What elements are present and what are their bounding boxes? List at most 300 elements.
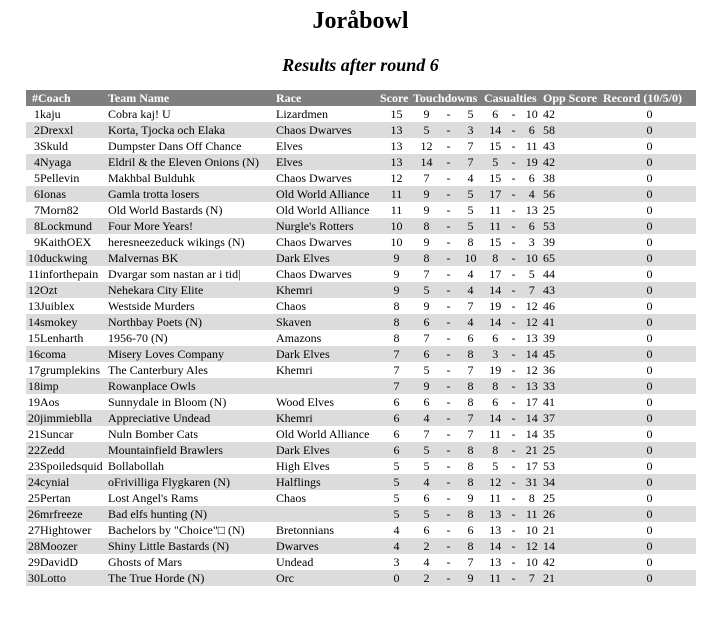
touchdowns-cell-for: 9 xyxy=(423,107,430,121)
score-cell: 9 xyxy=(393,267,400,281)
touchdowns-cell-separator: - xyxy=(446,315,451,329)
rank-number: 1 xyxy=(34,107,40,121)
casualties-cell-separator: - xyxy=(511,155,516,169)
record-cell: 0 xyxy=(646,555,653,569)
touchdowns-cell xyxy=(413,474,484,490)
score-cell: 8 xyxy=(393,315,400,329)
touchdowns-cell xyxy=(413,522,484,538)
touchdowns-cell xyxy=(413,170,484,186)
casualties-cell-separator: - xyxy=(511,171,516,185)
race-cell: Amazons xyxy=(276,331,322,345)
casualties-cell xyxy=(484,234,543,250)
touchdowns-cell xyxy=(413,282,484,298)
team-name-cell: Old World Bastards (N) xyxy=(108,203,223,217)
casualties-cell xyxy=(484,426,543,442)
touchdowns-cell-for: 9 xyxy=(423,203,430,217)
rank-number: 22 xyxy=(28,443,40,457)
record-cell: 0 xyxy=(646,267,653,281)
rank-number: 20 xyxy=(28,411,40,425)
record-cell: 0 xyxy=(646,171,653,185)
touchdowns-cell-for: 8 xyxy=(423,251,430,265)
record-cell: 0 xyxy=(646,411,653,425)
casualties-cell-separator: - xyxy=(511,459,516,473)
coach-cell xyxy=(26,490,108,506)
touchdowns-cell-against: 3 xyxy=(467,123,474,137)
team-name-cell: The Canterbury Ales xyxy=(108,363,208,377)
col-header-score: Score xyxy=(380,91,409,105)
opp-score-cell: 41 xyxy=(543,315,555,329)
record-cell: 0 xyxy=(646,475,653,489)
touchdowns-cell-against: 6 xyxy=(467,523,474,537)
casualties-cell-for: 14 xyxy=(489,283,502,297)
casualties-cell-for: 6 xyxy=(492,395,499,409)
casualties-cell-against: 12 xyxy=(525,539,538,553)
rank-number: 3 xyxy=(34,139,40,153)
touchdowns-cell-against: 7 xyxy=(467,555,474,569)
casualties-cell-separator: - xyxy=(511,315,516,329)
casualties-cell-separator: - xyxy=(511,395,516,409)
opp-score-cell: 25 xyxy=(543,491,555,505)
rank-number: 16 xyxy=(28,347,40,361)
race-cell: Wood Elves xyxy=(276,395,335,409)
score-cell: 13 xyxy=(390,139,403,153)
casualties-cell-for: 14 xyxy=(489,123,502,137)
casualties-cell-against: 13 xyxy=(525,379,538,393)
touchdowns-cell xyxy=(413,202,484,218)
opp-score-cell: 25 xyxy=(543,203,555,217)
casualties-cell-for: 13 xyxy=(489,555,502,569)
touchdowns-cell-for: 4 xyxy=(423,555,430,569)
table-row xyxy=(26,250,696,266)
touchdowns-cell-separator: - xyxy=(446,123,451,137)
touchdowns-cell xyxy=(413,506,484,522)
opp-score-cell: 35 xyxy=(543,427,555,441)
table-row xyxy=(26,122,696,138)
casualties-cell-for: 15 xyxy=(489,171,502,185)
coach-name: Spoiledsquid xyxy=(40,459,103,473)
touchdowns-cell xyxy=(413,122,484,138)
touchdowns-cell-against: 8 xyxy=(467,475,474,489)
casualties-cell xyxy=(484,314,543,330)
col-header-casualties: Casualties xyxy=(484,91,537,105)
touchdowns-cell-against: 4 xyxy=(467,171,474,185)
table-row xyxy=(26,362,696,378)
touchdowns-cell-separator: - xyxy=(446,347,451,361)
casualties-cell-for: 13 xyxy=(489,507,502,521)
record-cell: 0 xyxy=(646,107,653,121)
record-cell: 0 xyxy=(646,283,653,297)
opp-score-cell: 21 xyxy=(543,523,555,537)
touchdowns-cell-against: 9 xyxy=(467,491,474,505)
casualties-cell xyxy=(484,106,543,122)
touchdowns-cell-against: 6 xyxy=(467,331,474,345)
score-cell: 8 xyxy=(393,331,400,345)
casualties-cell-against: 10 xyxy=(525,523,538,537)
coach-cell xyxy=(26,266,108,282)
touchdowns-cell xyxy=(413,234,484,250)
touchdowns-cell-for: 5 xyxy=(423,283,430,297)
casualties-cell xyxy=(484,554,543,570)
casualties-cell-against: 5 xyxy=(528,267,535,281)
casualties-cell-for: 17 xyxy=(489,187,502,201)
touchdowns-cell-against: 8 xyxy=(467,347,474,361)
casualties-cell-against: 4 xyxy=(528,187,535,201)
casualties-cell xyxy=(484,346,543,362)
race-cell: Old World Alliance xyxy=(276,427,370,441)
rank-number: 27 xyxy=(28,523,40,537)
coach-name: Pertan xyxy=(40,491,71,505)
touchdowns-cell xyxy=(413,490,484,506)
team-name-cell: Dumpster Dans Off Chance xyxy=(108,139,242,153)
casualties-cell-against: 13 xyxy=(525,331,538,345)
touchdowns-cell-against: 8 xyxy=(467,539,474,553)
col-header-touchdowns: Touchdowns xyxy=(413,91,478,105)
casualties-cell-against: 6 xyxy=(528,171,535,185)
team-name-cell: Cobra kaj! U xyxy=(108,107,171,121)
opp-score-cell: 41 xyxy=(543,395,555,409)
score-cell: 11 xyxy=(390,187,403,201)
casualties-cell xyxy=(484,378,543,394)
rank-number: 11 xyxy=(28,267,40,281)
coach-name: jimmieblla xyxy=(40,411,92,425)
coach-name: Zedd xyxy=(40,443,65,457)
touchdowns-cell xyxy=(413,346,484,362)
score-cell: 10 xyxy=(390,219,403,233)
score-cell: 9 xyxy=(393,251,400,265)
casualties-cell-separator: - xyxy=(511,187,516,201)
touchdowns-cell-for: 2 xyxy=(423,571,430,585)
casualties-cell-against: 31 xyxy=(525,475,538,489)
casualties-cell-against: 12 xyxy=(525,299,538,313)
coach-name: imp xyxy=(40,379,59,393)
coach-cell xyxy=(26,154,108,170)
race-cell: Bretonnians xyxy=(276,523,334,537)
touchdowns-cell-against: 5 xyxy=(467,219,474,233)
touchdowns-cell-against: 8 xyxy=(467,395,474,409)
casualties-cell-against: 19 xyxy=(525,155,538,169)
casualties-cell-for: 15 xyxy=(489,139,502,153)
casualties-cell-against: 14 xyxy=(525,427,538,441)
touchdowns-cell-separator: - xyxy=(446,443,451,457)
casualties-cell-against: 12 xyxy=(525,315,538,329)
opp-score-cell: 42 xyxy=(543,155,555,169)
coach-name: Lotto xyxy=(40,571,66,585)
casualties-cell xyxy=(484,218,543,234)
coach-cell xyxy=(26,474,108,490)
touchdowns-cell-for: 9 xyxy=(423,299,430,313)
record-cell: 0 xyxy=(646,443,653,457)
record-cell: 0 xyxy=(646,363,653,377)
touchdowns-cell-against: 7 xyxy=(467,427,474,441)
score-cell: 5 xyxy=(393,459,400,473)
touchdowns-cell-for: 4 xyxy=(423,411,430,425)
touchdowns-cell-for: 5 xyxy=(423,459,430,473)
touchdowns-cell-against: 7 xyxy=(467,299,474,313)
opp-score-cell: 14 xyxy=(543,539,555,553)
score-cell: 6 xyxy=(393,411,400,425)
casualties-cell-against: 6 xyxy=(528,123,535,137)
coach-cell xyxy=(26,282,108,298)
touchdowns-cell xyxy=(413,410,484,426)
table-row xyxy=(26,410,696,426)
coach-name: Moozer xyxy=(40,539,78,553)
casualties-cell-separator: - xyxy=(511,283,516,297)
coach-name: mrfreeze xyxy=(40,507,83,521)
rank-number: 19 xyxy=(28,395,40,409)
casualties-cell-separator: - xyxy=(511,331,516,345)
touchdowns-cell xyxy=(413,330,484,346)
score-cell: 6 xyxy=(393,427,400,441)
race-cell: Undead xyxy=(276,555,314,569)
score-cell: 15 xyxy=(390,107,403,121)
touchdowns-cell-against: 8 xyxy=(467,459,474,473)
score-cell: 13 xyxy=(390,123,403,137)
casualties-cell-against: 10 xyxy=(525,251,538,265)
casualties-cell-separator: - xyxy=(511,539,516,553)
team-name-cell: Four More Years! xyxy=(108,219,193,233)
col-header-race: Race xyxy=(276,91,302,105)
touchdowns-cell-separator: - xyxy=(446,155,451,169)
casualties-cell xyxy=(484,362,543,378)
team-name-cell: Korta, Tjocka och Elaka xyxy=(108,123,226,137)
race-cell: Chaos Dwarves xyxy=(276,267,352,281)
casualties-cell-against: 11 xyxy=(525,139,538,153)
casualties-cell-for: 14 xyxy=(489,539,502,553)
table-row xyxy=(26,570,696,586)
touchdowns-cell xyxy=(413,554,484,570)
coach-name: Suncar xyxy=(40,427,74,441)
touchdowns-cell-for: 2 xyxy=(423,539,430,553)
race-cell: High Elves xyxy=(276,459,330,473)
casualties-cell-against: 21 xyxy=(525,443,538,457)
casualties-cell xyxy=(484,442,543,458)
score-cell: 10 xyxy=(390,235,403,249)
race-cell: Elves xyxy=(276,139,303,153)
team-name-cell: Appreciative Undead xyxy=(108,411,211,425)
touchdowns-cell-separator: - xyxy=(446,251,451,265)
casualties-cell xyxy=(484,250,543,266)
opp-score-cell: 44 xyxy=(543,267,555,281)
casualties-cell xyxy=(484,506,543,522)
touchdowns-cell xyxy=(413,266,484,282)
team-name-cell: Nuln Bomber Cats xyxy=(108,427,198,441)
record-cell: 0 xyxy=(646,315,653,329)
table-row xyxy=(26,266,696,282)
casualties-cell xyxy=(484,122,543,138)
casualties-cell-against: 14 xyxy=(525,347,538,361)
coach-name: Ozt xyxy=(40,283,58,297)
team-name-cell: Makhbal Bulduhk xyxy=(108,171,195,185)
team-name-cell: Dvargar som nastan ar i tid| xyxy=(108,267,241,281)
record-cell: 0 xyxy=(646,251,653,265)
touchdowns-cell-against: 8 xyxy=(467,379,474,393)
casualties-cell-for: 11 xyxy=(489,219,501,233)
rank-number: 13 xyxy=(28,299,40,313)
casualties-cell-separator: - xyxy=(511,347,516,361)
touchdowns-cell-for: 6 xyxy=(423,315,430,329)
coach-cell xyxy=(26,218,108,234)
touchdowns-cell-separator: - xyxy=(446,379,451,393)
opp-score-cell: 56 xyxy=(543,187,555,201)
casualties-cell-separator: - xyxy=(511,219,516,233)
coach-cell xyxy=(26,234,108,250)
touchdowns-cell-for: 7 xyxy=(423,427,430,441)
casualties-cell-for: 11 xyxy=(489,427,501,441)
col-header-opp-score: Opp Score xyxy=(543,91,598,105)
score-cell: 5 xyxy=(393,491,400,505)
touchdowns-cell-separator: - xyxy=(446,427,451,441)
casualties-cell-separator: - xyxy=(511,123,516,137)
casualties-cell xyxy=(484,282,543,298)
coach-cell xyxy=(26,250,108,266)
coach-cell xyxy=(26,378,108,394)
coach-cell xyxy=(26,106,108,122)
touchdowns-cell-separator: - xyxy=(446,283,451,297)
casualties-cell-separator: - xyxy=(511,107,516,121)
opp-score-cell: 25 xyxy=(543,443,555,457)
casualties-cell xyxy=(484,170,543,186)
touchdowns-cell-separator: - xyxy=(446,555,451,569)
coach-name: kaju xyxy=(40,107,61,121)
casualties-cell-for: 15 xyxy=(489,235,502,249)
casualties-cell-for: 3 xyxy=(492,347,499,361)
table-row xyxy=(26,202,696,218)
table-row xyxy=(26,490,696,506)
results-table xyxy=(26,90,696,586)
casualties-cell xyxy=(484,538,543,554)
coach-cell xyxy=(26,426,108,442)
opp-score-cell: 46 xyxy=(543,299,555,313)
record-cell: 0 xyxy=(646,539,653,553)
race-cell: Orc xyxy=(276,571,294,585)
race-cell: Chaos xyxy=(276,299,306,313)
casualties-cell-against: 11 xyxy=(525,507,538,521)
casualties-cell xyxy=(484,138,543,154)
score-cell: 9 xyxy=(393,283,400,297)
opp-score-cell: 33 xyxy=(543,379,555,393)
touchdowns-cell-against: 10 xyxy=(464,251,477,265)
team-name-cell: Shiny Little Bastards (N) xyxy=(108,539,229,553)
race-cell: Khemri xyxy=(276,283,313,297)
score-cell: 4 xyxy=(393,539,400,553)
team-name-cell: The True Horde (N) xyxy=(108,571,205,585)
table-row xyxy=(26,442,696,458)
casualties-cell-against: 13 xyxy=(525,203,538,217)
record-cell: 0 xyxy=(646,571,653,585)
casualties-cell xyxy=(484,458,543,474)
casualties-cell-for: 8 xyxy=(492,443,499,457)
opp-score-cell: 65 xyxy=(543,251,555,265)
opp-score-cell: 39 xyxy=(543,331,555,345)
touchdowns-cell-for: 6 xyxy=(423,347,430,361)
casualties-cell-for: 14 xyxy=(489,411,502,425)
casualties-cell-separator: - xyxy=(511,235,516,249)
coach-name: Juiblex xyxy=(40,299,75,313)
table-row xyxy=(26,170,696,186)
casualties-cell-separator: - xyxy=(511,571,516,585)
casualties-cell-separator: - xyxy=(511,411,516,425)
casualties-cell-separator: - xyxy=(511,203,516,217)
touchdowns-cell xyxy=(413,442,484,458)
touchdowns-cell xyxy=(413,250,484,266)
record-cell: 0 xyxy=(646,395,653,409)
coach-cell xyxy=(26,506,108,522)
touchdowns-cell xyxy=(413,154,484,170)
touchdowns-cell-against: 8 xyxy=(467,443,474,457)
casualties-cell xyxy=(484,490,543,506)
touchdowns-cell-against: 7 xyxy=(467,411,474,425)
score-cell: 12 xyxy=(390,171,403,185)
table-row xyxy=(26,106,696,122)
table-row xyxy=(26,378,696,394)
opp-score-cell: 53 xyxy=(543,459,555,473)
page-title: Joråbowl xyxy=(312,8,409,34)
score-cell: 4 xyxy=(393,523,400,537)
touchdowns-cell-against: 4 xyxy=(467,315,474,329)
casualties-cell-separator: - xyxy=(511,363,516,377)
casualties-cell xyxy=(484,202,543,218)
record-cell: 0 xyxy=(646,203,653,217)
casualties-cell-for: 5 xyxy=(492,459,499,473)
team-name-cell: Lost Angel's Rams xyxy=(108,491,199,505)
coach-name: KaithOEX xyxy=(40,235,92,249)
race-cell: Khemri xyxy=(276,411,313,425)
touchdowns-cell-separator: - xyxy=(446,235,451,249)
coach-cell xyxy=(26,314,108,330)
casualties-cell-separator: - xyxy=(511,139,516,153)
casualties-cell-separator: - xyxy=(511,491,516,505)
casualties-cell xyxy=(484,474,543,490)
casualties-cell-against: 12 xyxy=(525,363,538,377)
team-name-cell: heresneezeduck wikings (N) xyxy=(108,235,245,249)
touchdowns-cell-against: 5 xyxy=(467,107,474,121)
touchdowns-cell-against: 4 xyxy=(467,283,474,297)
touchdowns-cell-separator: - xyxy=(446,267,451,281)
team-name-cell: oFrivilliga Flygkaren (N) xyxy=(108,475,230,489)
coach-cell xyxy=(26,298,108,314)
coach-cell xyxy=(26,122,108,138)
record-cell: 0 xyxy=(646,123,653,137)
touchdowns-cell xyxy=(413,218,484,234)
casualties-cell-for: 5 xyxy=(492,155,499,169)
team-name-cell: Sunnydale in Bloom (N) xyxy=(108,395,227,409)
rank-number: 21 xyxy=(28,427,40,441)
touchdowns-cell-separator: - xyxy=(446,459,451,473)
touchdowns-cell-separator: - xyxy=(446,411,451,425)
table-row xyxy=(26,154,696,170)
record-cell: 0 xyxy=(646,155,653,169)
touchdowns-cell-separator: - xyxy=(446,187,451,201)
casualties-cell xyxy=(484,186,543,202)
casualties-cell xyxy=(484,394,543,410)
touchdowns-cell xyxy=(413,458,484,474)
casualties-cell-for: 11 xyxy=(489,203,501,217)
touchdowns-cell-for: 7 xyxy=(423,267,430,281)
score-cell: 8 xyxy=(393,299,400,313)
touchdowns-cell-separator: - xyxy=(446,107,451,121)
table-row xyxy=(26,522,696,538)
coach-cell xyxy=(26,442,108,458)
opp-score-cell: 37 xyxy=(543,411,555,425)
score-cell: 5 xyxy=(393,507,400,521)
race-cell: Khemri xyxy=(276,363,313,377)
casualties-cell-separator: - xyxy=(511,427,516,441)
coach-name: Lenharth xyxy=(40,331,84,345)
touchdowns-cell-against: 9 xyxy=(467,571,474,585)
casualties-cell-for: 11 xyxy=(489,491,501,505)
record-cell: 0 xyxy=(646,347,653,361)
coach-cell xyxy=(26,330,108,346)
